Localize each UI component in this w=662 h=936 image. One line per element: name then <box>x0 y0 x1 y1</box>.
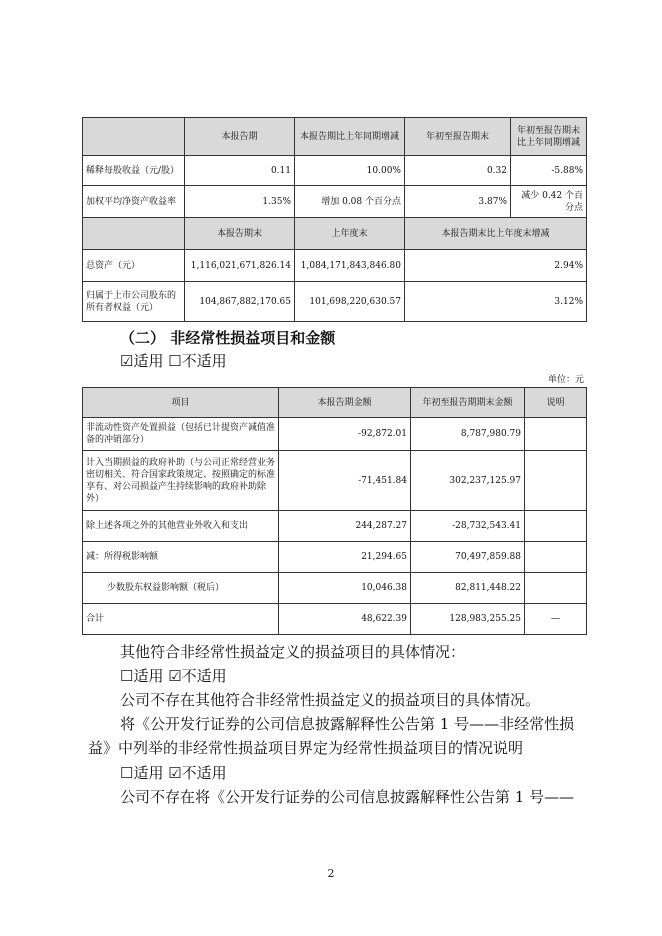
value-cell: 1.35% <box>185 186 295 218</box>
row-label: 总资产（元） <box>83 250 185 282</box>
row-label: 计入当期损益的政府补助（与公司正常经营业务密切相关、符合国家政策规定、按照确定的标准享有、对公司损益产生持续影响的政府补助除外） <box>83 451 279 511</box>
note-cell <box>525 418 587 451</box>
header-cell <box>83 218 185 250</box>
value-cell: 2.94% <box>405 250 587 282</box>
section-title: （二） 非经常性损益项目和金额 <box>120 329 336 347</box>
table-row <box>83 542 587 573</box>
header-cell: 说明 <box>525 388 587 418</box>
value-cell: 增加 0.08 个百分点 <box>295 186 405 218</box>
value-cell: -71,451.84 <box>279 451 411 511</box>
value-cell: 0.32 <box>405 156 511 186</box>
header-cell <box>83 118 185 156</box>
applicable-checkbox-line: ☑适用 ☐不适用 <box>120 352 227 370</box>
value-cell: 10.00% <box>295 156 405 186</box>
value-cell: 1,116,021,671,826.14 <box>185 250 295 282</box>
header-cell: 上年度末 <box>295 218 405 250</box>
header-cell: 本报告期 <box>185 118 295 156</box>
value-cell: -92,872.01 <box>279 418 411 451</box>
paragraph: 益》中列举的非经常性损益项目界定为经常性损益项目的情况说明 <box>88 739 524 757</box>
value-cell: 21,294.65 <box>279 542 411 573</box>
table-row <box>83 511 587 542</box>
value-cell: 104,867,882,170.65 <box>185 282 295 322</box>
table-row <box>83 604 587 635</box>
row-label: 除上述各项之外的其他营业外收入和支出 <box>83 511 279 542</box>
applicable-checkbox-line: ☐适用 ☑不适用 <box>120 667 227 685</box>
value-cell: 302,237,125.97 <box>411 451 525 511</box>
value-cell: 48,622.39 <box>279 604 411 635</box>
table-row <box>83 451 587 511</box>
header-cell: 本报告期比上年同期增减 <box>295 118 405 156</box>
value-cell: 0.11 <box>185 156 295 186</box>
value-cell: 128,983,255.25 <box>411 604 525 635</box>
paragraph: 将《公开发行证券的公司信息披露解释性公告第 1 号——非经常性损 <box>120 715 575 733</box>
table-row <box>83 418 587 451</box>
header-cell: 年初至报告期期末金额 <box>411 388 525 418</box>
value-cell: 244,287.27 <box>279 511 411 542</box>
value-cell: 10,046.38 <box>279 573 411 604</box>
value-cell: 1,084,171,843,846.80 <box>295 250 405 282</box>
value-cell: 70,497,859.88 <box>411 542 525 573</box>
note-cell <box>525 542 587 573</box>
value-cell: 减少 0.42 个百分点 <box>511 186 587 218</box>
header-cell: 项目 <box>83 388 279 418</box>
row-label: 归属于上市公司股东的所有者权益（元） <box>83 282 185 322</box>
value-cell: 82,811,448.22 <box>411 573 525 604</box>
non-recurring-items-table <box>82 387 587 635</box>
value-cell: 8,787,980.79 <box>411 418 525 451</box>
note-cell <box>525 451 587 511</box>
row-label: 合计 <box>83 604 279 635</box>
note-cell <box>525 511 587 542</box>
paragraph: 其他符合非经常性损益定义的损益项目的具体情况： <box>120 643 466 661</box>
paragraph: 公司不存在其他符合非经常性损益定义的损益项目的具体情况。 <box>120 691 541 709</box>
value-cell: -5.88% <box>511 156 587 186</box>
value-cell: 101,698,220,630.57 <box>295 282 405 322</box>
applicable-checkbox-line: ☐适用 ☑不适用 <box>120 764 227 782</box>
key-indicators-table <box>82 117 587 322</box>
value-cell: -28,732,543.41 <box>411 511 525 542</box>
table-row <box>83 573 587 604</box>
row-label: 加权平均净资产收益率 <box>83 186 185 218</box>
unit-label: 单位：元 <box>547 375 584 385</box>
value-cell: 3.12% <box>405 282 587 322</box>
header-cell: 年初至报告期末 <box>405 118 511 156</box>
table-row <box>83 282 587 322</box>
note-cell <box>525 573 587 604</box>
row-label: 少数股东权益影响额（税后） <box>83 573 279 604</box>
header-cell: 本报告期金额 <box>279 388 411 418</box>
table-row <box>83 186 587 218</box>
row-label: 稀释每股收益（元/股） <box>83 156 185 186</box>
row-label: 非流动性资产处置损益（包括已计提资产减值准备的冲销部分） <box>83 418 279 451</box>
note-cell: — <box>525 604 587 635</box>
row-label: 减：所得税影响额 <box>83 542 279 573</box>
header-cell: 本报告期末 <box>185 218 295 250</box>
header-cell: 年初至报告期末比上年同期增减 <box>511 118 587 156</box>
page-number: 2 <box>327 867 335 880</box>
table-row <box>83 156 587 186</box>
value-cell: 3.87% <box>405 186 511 218</box>
header-cell: 本报告期末比上年度末增减 <box>405 218 587 250</box>
paragraph: 公司不存在将《公开发行证券的公司信息披露解释性公告第 1 号—— <box>120 788 575 806</box>
table-row <box>83 250 587 282</box>
